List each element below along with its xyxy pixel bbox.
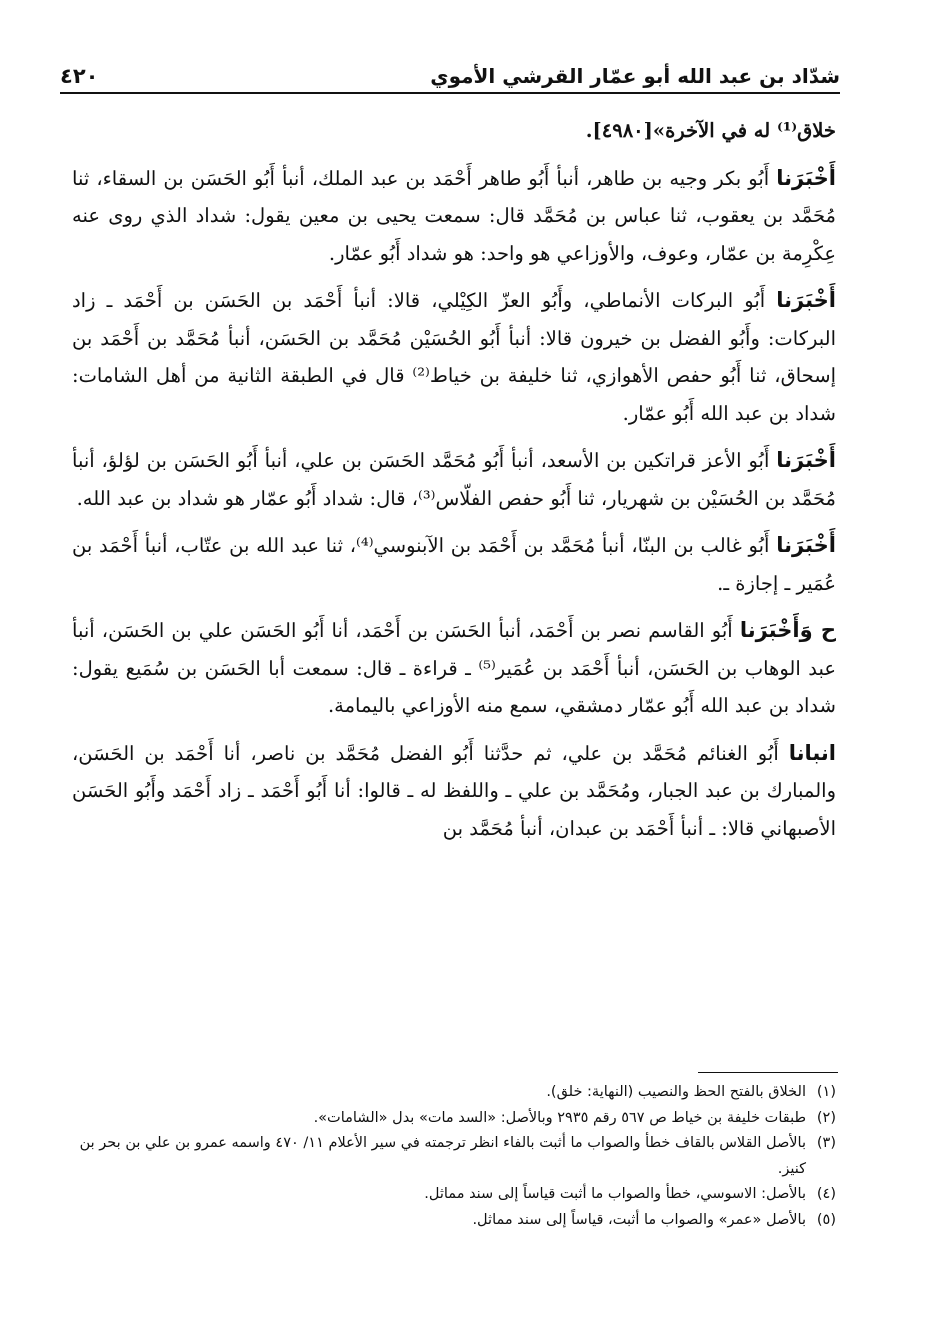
paragraph-5 [72,612,836,725]
paragraph-4 [72,527,836,602]
paragraph-5-text: أَبُو القاسم نصر بن أَحْمَد، أنبأ الحَسَن بن أَحْمَد، أنا أَبُو الحَسَن علي بن الحَسَن، أنبأ عبد الوهاب بن الحَسَن، أنبأ أَحْمَد بن عُمَير⁽⁵⁾ ـ قراءة ـ قال: سمعت أبا الحَسَن بن سُمَيع يقول: شداد بن عبد الله أَبُو عمّار دمشقي، سمع منه الأوزاعي باليمامة. [72,619,836,717]
footnote [72,1208,836,1234]
footnote-number: (٥) [816,1211,836,1228]
paragraph-5-lead: ح وَأَخْبَرَنا [739,618,836,642]
footnote [72,1131,836,1182]
footnote [72,1182,836,1208]
page-number: ٤٢٠ [60,64,99,88]
footnote-text: بالأصل «عمر» والصواب ما أثبت، قياساً إلى سند مماثل. [472,1211,806,1228]
paragraph-2-lead: أَخْبَرَنا [776,288,836,312]
footnote-divider [698,1072,838,1073]
paragraph-3-text: أَبُو الأعز قراتكين بن الأسعد، أنبأ أَبُو مُحَمَّد الحَسَن بن علي، أنبأ أَبُو الحَسَن بن لؤلؤ، أنبأ مُحَمَّد بن الحُسَيْن بن شهريار، ثنا أَبُو حفص الفلّاس⁽³⁾، قال: شداد أَبُو عمّار هو شداد بن عبد الله. [72,449,836,510]
footnote [72,1106,836,1132]
paragraph-6-lead: انبانا [788,740,836,765]
page-header [60,54,840,94]
paragraph-2-text: أَبُو البركات الأنماطي، وأَبُو العزّ الكِيْلي، قالا: أنبأ أَحْمَد بن الحَسَن بن أَحْمَد ـ زاد البركات: وأَبُو الفضل بن خيرون قالا: أنبأ أَبُو الحُسَيْن مُحَمَّد بن الحَسَن، أنبأ مُحَمَّد بن أَحْمَد بن إسحاق، ثنا أَبُو حفص الأهوازي، ثنا خليفة بن خياط⁽²⁾ قال في الطبقة الثانية من أهل الشامات: شداد بن عبد الله أَبُو عمّار. [72,289,836,425]
paragraph-3 [72,442,836,517]
main-text [72,112,836,857]
footnote-number: (٣) [816,1135,836,1151]
footnote-number: (٤) [816,1186,836,1202]
footnote-text: بالأصل القلاس بالقاف خطأ والصواب ما أثبت بالفاء انظر ترجمته في سير الأعلام ١١/ ٤٧٠ واسمه عمرو بن علي بن بحر بن كنيز. [79,1135,806,1177]
paragraph-2 [72,282,836,432]
paragraph-1-text: أَبُو بكر وجيه بن طاهر، أنبأ أَبُو طاهر أَحْمَد بن عبد الملك، أنبأ أَبُو الحَسَن بن السقاء، ثنا مُحَمَّد بن يعقوب، ثنا عباس بن مُحَمَّد قال: سمعت يحيى بن معين يقول: شداد الذي روى عنه عِكْرِمة بن عمّار، وعوف، والأوزاعي هو واحد: هو شداد أَبُو عمّار. [72,166,836,265]
paragraph-continuation: خلاق⁽¹⁾ له في الآخرة»[٤٩٨٠]. [585,119,836,142]
footnote-number: (٢) [816,1109,836,1126]
running-title: شدّاد بن عبد الله أبو عمّار القرشي الأموي [430,64,840,88]
footnote-text: الخلاق بالفتح الحظ والنصيب (النهاية: خلق). [546,1084,806,1100]
footnote [72,1080,836,1106]
footnotes [72,1080,836,1233]
footnote-text: طبقات خليفة بن خياط ص ٥٦٧ رقم ٢٩٣٥ وبالأصل: «السد مات» بدل «الشامات». [313,1109,806,1126]
paragraph-4-lead: أَخْبَرَنا [776,533,836,557]
paragraph-3-lead: أَخْبَرَنا [776,448,836,472]
footnote-text: بالأصل: الاسوسي، خطأ والصواب ما أثبت قياساً إلى سند مماثل. [424,1186,806,1202]
footnote-number: (١) [816,1084,836,1100]
paragraph-6-text: أَبُو الغنائم مُحَمَّد بن علي، ثم حدَّثنا أَبُو الفضل مُحَمَّد بن ناصر، أنا أَحْمَد بن الحَسَن، والمبارك بن عبد الجبار، ومُحَمَّد بن علي ـ واللفظ له ـ قالوا: أنا أَبُو أَحْمَد ـ زاد أَحْمَد وأَبُو الحَسَن الأصبهاني قالا: ـ أنبأ أَحْمَد بن عبدان، أنبأ مُحَمَّد بن [72,741,836,840]
paragraph-1 [72,160,836,273]
paragraph-1-lead: أَخْبَرَنا [776,165,836,190]
paragraph-6 [72,735,836,848]
paragraph-4-text: أَبُو غالب بن البنّا، أنبأ مُحَمَّد بن أَحْمَد بن الآبنوسي⁽⁴⁾، ثنا عبد الله بن عتّاب، أنبأ أَحْمَد بن عُمَير ـ إجازة ـ. [72,534,836,595]
